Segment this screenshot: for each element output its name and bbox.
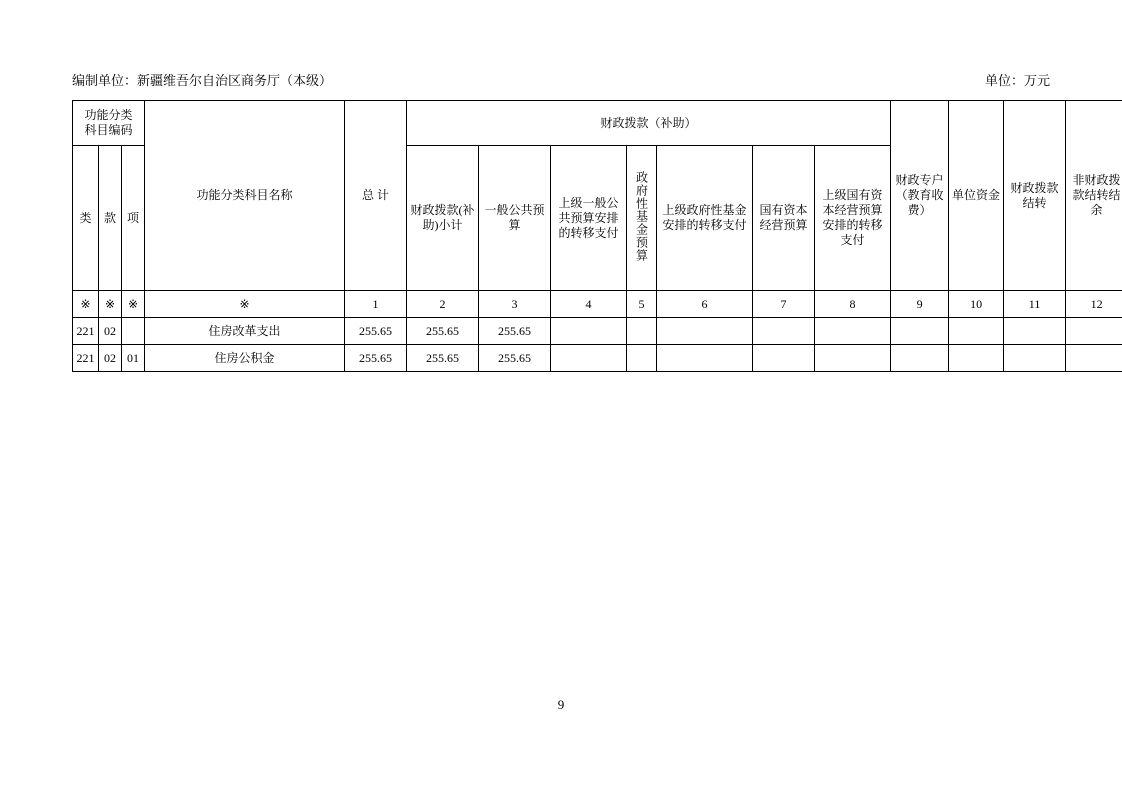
numrow-mark-xiang: ※ [122,291,145,318]
page-number: 9 [557,697,565,712]
header-gov-fund-budget-text: 政府性基金预算 [634,170,649,262]
header-upper-state-capital-transfer: 上级国有资本经营预算安排的转移支付 [815,146,891,291]
numrow-cell-3: 3 [479,291,551,318]
row-upper-state-capital-transfer [815,345,891,372]
row-lei: 221 [73,345,99,372]
numrow-cell-12: 12 [1066,291,1122,318]
header-fiscal-carryover: 财政拨款结转 [1004,101,1066,291]
table-row [73,318,1122,345]
column-number-row [73,291,1122,318]
header-col-lei: 类 [73,146,99,291]
row-unit-fund [949,345,1004,372]
row-fiscal-carryover [1004,318,1066,345]
row-upper-state-capital-transfer [815,318,891,345]
numrow-cell-5: 5 [627,291,657,318]
row-kuan: 02 [99,345,122,372]
header-total: 总 计 [345,101,407,291]
header-general-public-budget: 一般公共预算 [479,146,551,291]
row-gov-fund-budget [627,318,657,345]
row-nonfiscal-carryover [1066,345,1122,372]
header-group-fiscal: 财政拨款（补助） [407,101,891,146]
numrow-cell-2: 2 [407,291,479,318]
header-func-code-group [73,101,145,146]
numrow-cell-8: 8 [815,291,891,318]
numrow-cell-4: 4 [551,291,627,318]
row-upper-gov-fund-transfer [657,318,753,345]
meta-row [72,72,1050,90]
header-col-xiang: 项 [122,146,145,291]
row-state-capital-budget [753,345,815,372]
header-unit-fund: 单位资金 [949,101,1004,291]
numrow-mark-kuan: ※ [99,291,122,318]
row-xiang: 01 [122,345,145,372]
row-state-capital-budget [753,318,815,345]
row-total: 255.65 [345,345,407,372]
header-func-code-line1: 功能分类 [84,108,133,122]
row-upper-general-transfer [551,345,627,372]
numrow-cell-9: 9 [891,291,949,318]
header-upper-general-transfer: 上级一般公共预算安排的转移支付 [551,146,627,291]
row-xiang [122,318,145,345]
numrow-mark-lei: ※ [73,291,99,318]
row-total: 255.65 [345,318,407,345]
row-upper-general-transfer [551,318,627,345]
row-nonfiscal-carryover [1066,318,1122,345]
numrow-cell-7: 7 [753,291,815,318]
row-fiscal-subtotal: 255.65 [407,345,479,372]
row-unit-fund [949,318,1004,345]
row-kuan: 02 [99,318,122,345]
header-fiscal-subtotal: 财政拨款(补助)小计 [407,146,479,291]
row-subject-name: 住房公积金 [145,345,345,372]
header-col-kuan: 款 [99,146,122,291]
row-upper-gov-fund-transfer [657,345,753,372]
header-fiscal-special-account: 财政专户（教育收费） [891,101,949,291]
row-gov-fund-budget [627,345,657,372]
budget-table [72,100,1122,372]
row-lei: 221 [73,318,99,345]
header-nonfiscal-carryover: 非财政拨款结转结余 [1066,101,1122,291]
row-general-public-budget: 255.65 [479,345,551,372]
row-fiscal-special-account [891,345,949,372]
header-state-capital-budget: 国有资本经营预算 [753,146,815,291]
row-general-public-budget: 255.65 [479,318,551,345]
compiler-unit-label: 编制单位：新疆维吾尔自治区商务厅（本级） [72,73,333,88]
table-row [73,345,1122,372]
numrow-cell-10: 10 [949,291,1004,318]
header-gov-fund-budget [627,146,657,291]
row-fiscal-special-account [891,318,949,345]
row-fiscal-carryover [1004,345,1066,372]
numrow-mark-name: ※ [145,291,345,318]
row-fiscal-subtotal: 255.65 [407,318,479,345]
numrow-cell-1: 1 [345,291,407,318]
numrow-cell-11: 11 [1004,291,1066,318]
header-upper-gov-fund-transfer: 上级政府性基金安排的转移支付 [657,146,753,291]
numrow-cell-6: 6 [657,291,753,318]
header-subject-name: 功能分类科目名称 [145,101,345,291]
row-subject-name: 住房改革支出 [145,318,345,345]
header-row-top [73,101,1122,146]
header-func-code-line2: 科目编码 [84,123,133,137]
amount-unit-label: 单位：万元 [984,73,1050,88]
